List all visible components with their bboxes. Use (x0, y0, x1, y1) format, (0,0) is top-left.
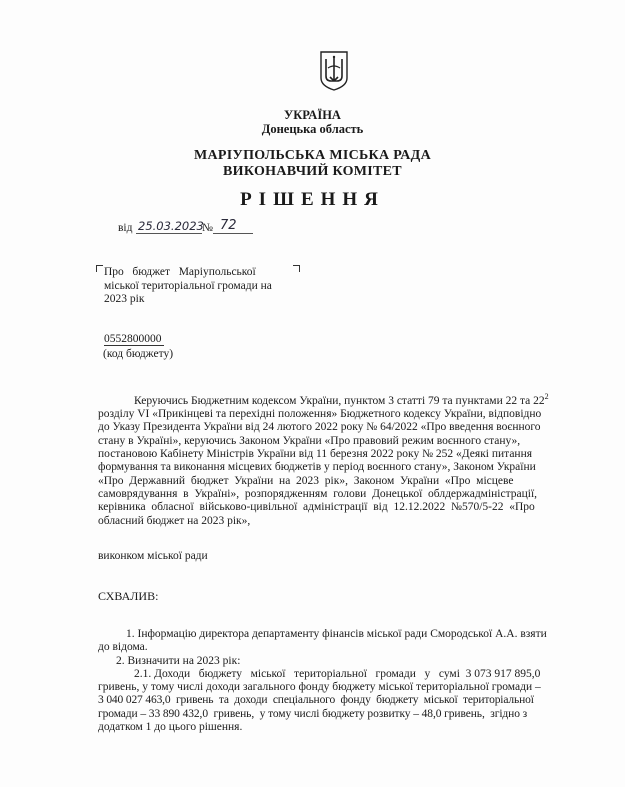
coat-of-arms-icon (318, 50, 350, 92)
budget-code: 0552800000 (104, 333, 162, 345)
number-underline (213, 233, 253, 234)
country-name: УКРАЇНА (284, 108, 341, 122)
preamble-line: формування та виконання місцевих бюджетів у період воєнного стану», Законом України (98, 461, 536, 474)
budget-code-label: (код бюджету) (103, 348, 174, 360)
preamble-line: постановою Кабінету Міністрів України від 11 березня 2022 року № 252 «Деякі питання (98, 448, 533, 461)
number-sign: № (202, 222, 213, 234)
item-line: громади – 33 890 432,0 гривень, у тому числі бюджету розвитку – 48,0 гривень, згідно з (98, 707, 528, 720)
item-line: 2. Визначити на 2023 рік: (116, 654, 241, 667)
preamble-line: розділу VI «Прикінцеві та перехідні положення» Бюджетного кодексу України, відповідно (98, 408, 542, 421)
preamble-line: обласний бюджет на 2023 рік», (98, 514, 251, 527)
subject-line: Про бюджет Маріупольської (104, 266, 256, 278)
subject-bracket-left (96, 265, 103, 272)
resolved-heading: СХВАЛИВ: (98, 589, 159, 603)
preamble-line: стану в Україні», керуючись Законом України «Про правовий режим воєнного стану», (98, 434, 521, 447)
committee-name: ВИКОНАВЧИЙ КОМІТЕТ (223, 164, 402, 179)
handwritten-date: 25.03.2023 (138, 219, 204, 233)
item-line: гривень, у тому числі доходи загального фонду бюджету міської територіальної громади – (98, 681, 541, 694)
superscript: 2 (544, 392, 549, 401)
council-name: МАРІУПОЛЬСЬКА МІСЬКА РАДА (193, 148, 432, 163)
document-title: РІШЕННЯ (240, 189, 385, 210)
subject-line: 2023 рік (104, 293, 145, 305)
preamble (98, 390, 568, 528)
item-line: додатком 1 до цього рішення. (98, 721, 243, 734)
preamble-line: «Про Державний бюджет України на 2023 рік», Законом України «Про місцеве (98, 474, 514, 487)
handwritten-number: 72 (220, 218, 237, 233)
item-line: до відома. (98, 641, 148, 654)
date-underline (136, 233, 202, 234)
item-line: 1. Інформацію директора департаменту фінансів міської ради Смородської А.А. взяти (126, 628, 547, 640)
date-prefix: від (118, 222, 133, 234)
resolution-items (98, 628, 568, 734)
region-name: Донецька область (261, 122, 364, 136)
preamble-line: до Указу Президента України від 24 лютого 2022 року № 64/2022 «Про введення воєнного (98, 421, 541, 434)
date-line (118, 222, 132, 234)
preamble-line: керівника обласної військово-цивільної адміністрації від 12.12.2022 №570/5-22 «Про (98, 501, 535, 514)
subject-bracket-right (293, 265, 300, 272)
subject-line: міської територіальної громади на (104, 279, 272, 292)
subject-block (104, 266, 290, 307)
preamble-line: самоврядування в Україні», розпорядженням голови Донецької облдержадміністрації, (98, 487, 538, 500)
actor-text: виконком міської ради (98, 550, 208, 562)
item-line: 3 040 027 463,0 гривень та доходи спеціального фонду бюджету міської територіальної (98, 694, 534, 707)
preamble-line: Керуючись Бюджетним кодексом України, пунктом 3 статті 79 та пунктами 22 та $22^2$ (134, 392, 549, 407)
item-line: 2.1. Доходи бюджету міської територіальної громади у сумі 3 073 917 895,0 (134, 667, 541, 680)
